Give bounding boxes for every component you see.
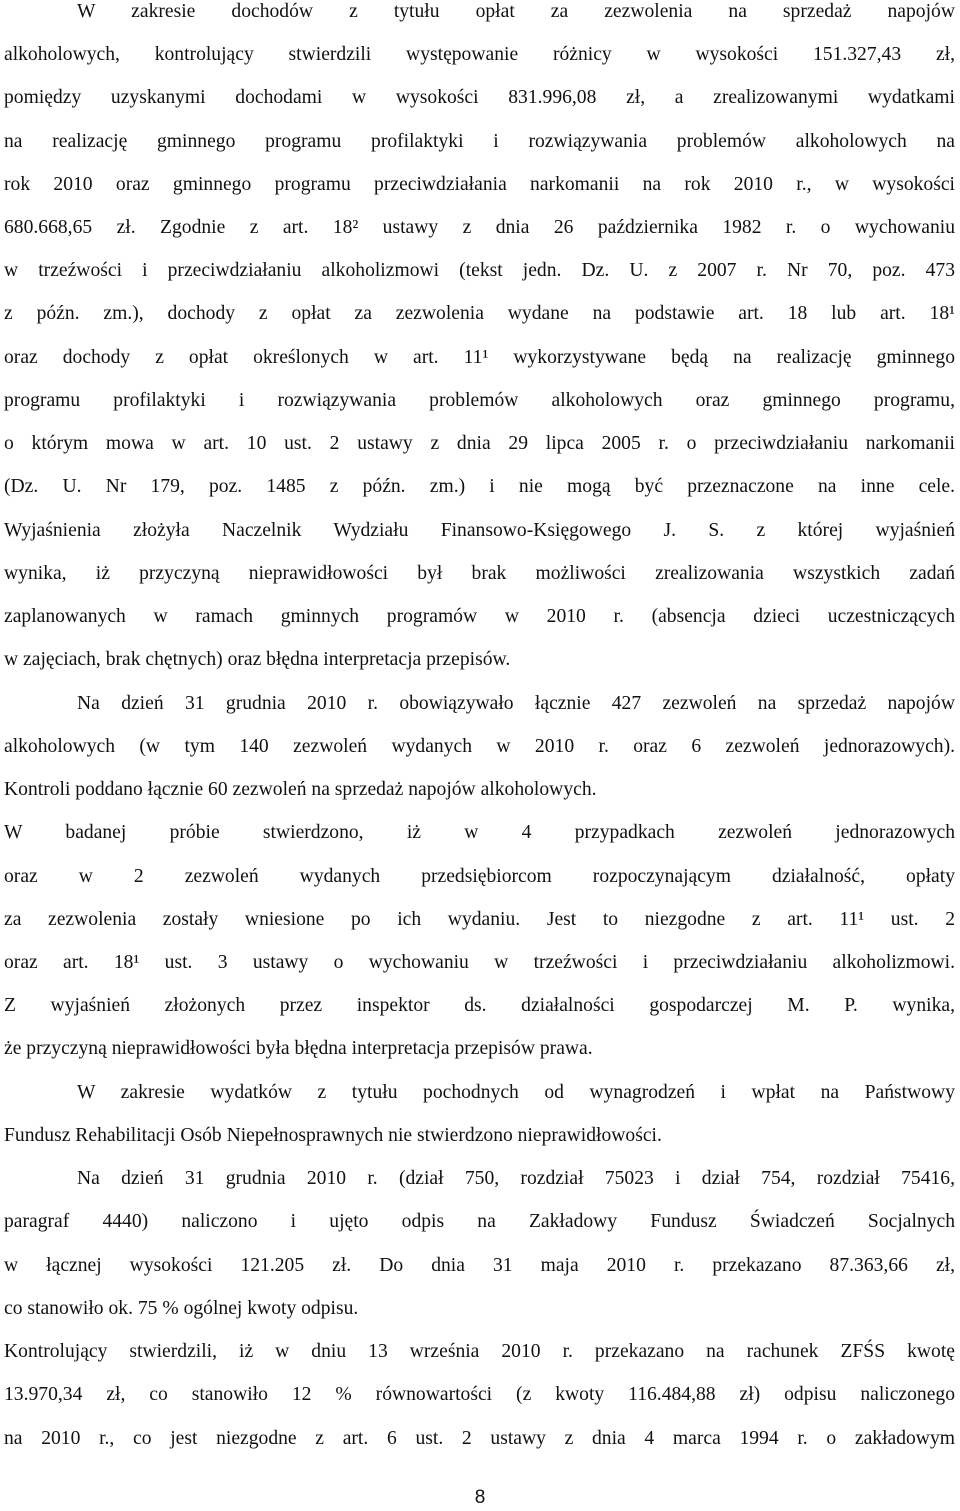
text-line: Kontrolujący stwierdzili, iż w dniu 13 września 2010 r. przekazano na rachunek ZFŚS kwotę [4,1341,955,1362]
text-line: Na dzień 31 grudnia 2010 r. (dział 750, rozdział 75023 i dział 754, rozdział 75416, [77,1168,955,1189]
page-number: 8 [474,1487,486,1508]
text-line: pomiędzy uzyskanymi dochodami w wysokości 831.996,08 zł, a zrealizowanymi wydatkami [4,87,955,108]
text-line: alkoholowych, kontrolujący stwierdzili występowanie różnicy w wysokości 151.327,43 zł, [4,44,955,65]
text-line: oraz w 2 zezwoleń wydanych przedsiębiorcom rozpoczynającym działalność, opłaty [4,866,955,887]
text-line: Z wyjaśnień złożonych przez inspektor ds. działalności gospodarczej M. P. wynika, [4,995,955,1016]
text-line: na realizację gminnego programu profilaktyki i rozwiązywania problemów alkoholowych na [4,131,955,152]
text-line: co stanowiło ok. 75 % ogólnej kwoty odpisu. [4,1298,359,1319]
text-line: oraz dochody z opłat określonych w art. 11¹ wykorzystywane będą na realizację gminnego [4,347,955,368]
text-line: 680.668,65 zł. Zgodnie z art. 18² ustawy z dnia 26 października 1982 r. o wychowaniu [4,217,955,238]
text-line: o którym mowa w art. 10 ust. 2 ustawy z dnia 29 lipca 2005 r. o przeciwdziałaniu narkomanii [4,433,955,454]
text-line: na 2010 r., co jest niezgodne z art. 6 ust. 2 ustawy z dnia 4 marca 1994 r. o zakładowym [4,1428,955,1449]
text-line: paragraf 4440) naliczono i ujęto odpis na Zakładowy Fundusz Świadczeń Socjalnych [4,1211,955,1232]
text-line: w zajęciach, brak chętnych) oraz błędna interpretacja przepisów. [4,649,511,670]
text-line: zaplanowanych w ramach gminnych programów w 2010 r. (absencja dzieci uczestniczących [4,606,955,627]
text-line: Kontroli poddano łącznie 60 zezwoleń na sprzedaż napojów alkoholowych. [4,779,597,800]
text-line: z późn. zm.), dochody z opłat za zezwolenia wydane na podstawie art. 18 lub art. 18¹ [4,303,955,324]
text-line: Fundusz Rehabilitacji Osób Niepełnosprawnych nie stwierdzono nieprawidłowości. [4,1125,662,1146]
text-line: W zakresie wydatków z tytułu pochodnych od wynagrodzeń i wpłat na Państwowy [77,1082,955,1103]
text-line: programu profilaktyki i rozwiązywania problemów alkoholowych oraz gminnego programu, [4,390,955,411]
text-line: alkoholowych (w tym 140 zezwoleń wydanych w 2010 r. oraz 6 zezwoleń jednorazowych). [4,736,955,757]
text-line: Wyjaśnienia złożyła Naczelnik Wydziału Finansowo-Księgowego J. S. z której wyjaśnień [4,520,955,541]
text-line: Na dzień 31 grudnia 2010 r. obowiązywało łącznie 427 zezwoleń na sprzedaż napojów [77,693,955,714]
text-line: w trzeźwości i przeciwdziałaniu alkoholizmowi (tekst jedn. Dz. U. z 2007 r. Nr 70, poz. 473 [4,260,955,281]
text-line: za zezwolenia zostały wniesione po ich wydaniu. Jest to niezgodne z art. 11¹ ust. 2 [4,909,955,930]
text-line: W badanej próbie stwierdzono, iż w 4 przypadkach zezwoleń jednorazowych [4,822,955,843]
text-line: (Dz. U. Nr 179, poz. 1485 z późn. zm.) i nie mogą być przeznaczone na inne cele. [4,476,955,497]
text-line: w łącznej wysokości 121.205 zł. Do dnia 31 maja 2010 r. przekazano 87.363,66 zł, [4,1255,955,1276]
text-line: wynika, iż przyczyną nieprawidłowości był brak możliwości zrealizowania wszystkich zadań [4,563,955,584]
text-line: W zakresie dochodów z tytułu opłat za zezwolenia na sprzedaż napojów [77,1,955,22]
text-line: 13.970,34 zł, co stanowiło 12 % równowartości (z kwoty 116.484,88 zł) odpisu naliczonego [4,1384,955,1405]
text-line: że przyczyną nieprawidłowości była błędna interpretacja przepisów prawa. [4,1038,593,1059]
text-line: oraz art. 18¹ ust. 3 ustawy o wychowaniu w trzeźwości i przeciwdziałaniu alkoholizmowi. [4,952,955,973]
text-line: rok 2010 oraz gminnego programu przeciwdziałania narkomanii na rok 2010 r., w wysokości [4,174,955,195]
